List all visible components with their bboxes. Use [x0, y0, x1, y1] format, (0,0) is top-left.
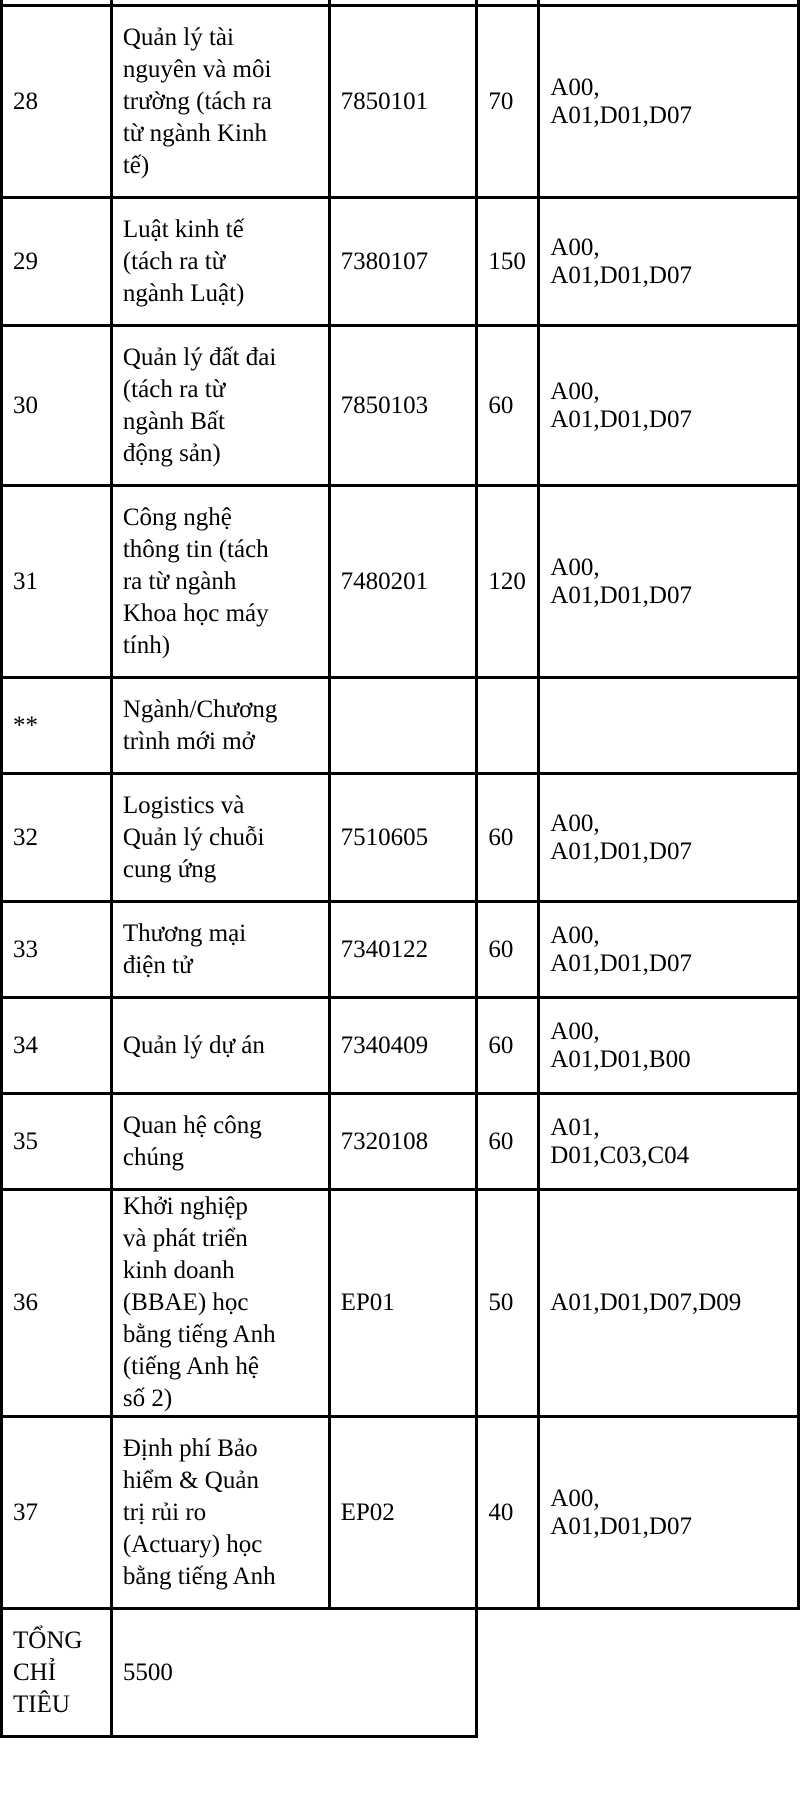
program-code-cell [329, 1094, 477, 1190]
row-number-text: 29 [13, 247, 38, 275]
table-row [2, 1417, 799, 1609]
subject-combination-text: A00, A01,D01,B00 [550, 1017, 691, 1073]
quota-text: 70 [488, 87, 514, 115]
quota-cell [477, 998, 539, 1094]
program-name-cell [111, 486, 329, 678]
subject-combination-text: A00, A01,D01,D07 [550, 921, 692, 977]
total-row [2, 1609, 799, 1737]
row-number-text: 32 [13, 823, 38, 851]
row-number-cell [2, 6, 112, 198]
program-name-text: Ngành/Chương trình mới mở [122, 695, 278, 755]
program-name-text: Khởi nghiệp và phát triển kinh doanh (BBAE) học bằng tiếng Anh (tiếng Anh hệ số 2) [122, 1193, 276, 1412]
row-number-text: ** [13, 711, 38, 739]
program-name-cell [111, 902, 329, 998]
row-number-text: 33 [13, 935, 38, 963]
subject-combination-cell [539, 198, 799, 326]
quota-text: 60 [488, 1031, 514, 1059]
subject-combination-text: A00, A01,D01,D07 [550, 377, 692, 433]
program-code-cell [329, 198, 477, 326]
row-number-text: 35 [13, 1127, 38, 1155]
program-name-cell [111, 678, 329, 774]
total-label-cell [2, 1609, 112, 1737]
program-code-text: 7320108 [340, 1127, 429, 1155]
program-code-cell [329, 486, 477, 678]
row-number-text: 30 [13, 391, 38, 419]
program-name-cell [111, 6, 329, 198]
program-name-cell [111, 1094, 329, 1190]
program-code-cell [329, 1417, 477, 1609]
program-name-text: Logistics và Quản lý chuỗi cung ứng [122, 791, 265, 883]
program-code-text: 7380107 [340, 247, 429, 275]
quota-text: 40 [488, 1498, 514, 1526]
quota-text: 120 [488, 567, 526, 595]
program-code-text: 7850101 [340, 87, 429, 115]
program-code-text: 7480201 [340, 567, 429, 595]
quota-cell [477, 902, 539, 998]
row-number-cell [2, 326, 112, 486]
program-code-cell [329, 998, 477, 1094]
total-label: TỔNG CHỈ TIÊU [13, 1626, 83, 1718]
quota-cell [477, 486, 539, 678]
program-name-cell [111, 326, 329, 486]
row-number-cell [2, 486, 112, 678]
quota-text: 60 [488, 935, 514, 963]
program-code-text: 7510605 [340, 823, 429, 851]
quota-text: 60 [488, 1127, 514, 1155]
program-code-text: 7850103 [340, 391, 429, 419]
subject-combination-text: A01,D01,D07,D09 [550, 1289, 742, 1316]
subject-combination-text: A00, A01,D01,D07 [550, 809, 692, 865]
table-row [2, 198, 799, 326]
total-value-cell [111, 1609, 476, 1737]
program-name-text: Luật kinh tế (tách ra từ ngành Luật) [122, 215, 245, 307]
row-number-cell [2, 902, 112, 998]
subject-combination-cell [539, 486, 799, 678]
subject-combination-text: A00, A01,D01,D07 [550, 1484, 692, 1540]
program-name-cell [111, 774, 329, 902]
quota-text: 50 [488, 1289, 514, 1316]
quota-cell [477, 326, 539, 486]
program-code-cell [329, 678, 477, 774]
program-name-text: Quan hệ công chúng [122, 1111, 262, 1171]
table-row [2, 326, 799, 486]
program-name-text: Thương mại điện tử [122, 919, 247, 979]
program-code-cell [329, 326, 477, 486]
row-number-cell [2, 1094, 112, 1190]
subject-combination-cell [539, 326, 799, 486]
program-code-cell [329, 774, 477, 902]
program-code-cell [329, 902, 477, 998]
row-number-cell [2, 1417, 112, 1609]
program-name-text: Quản lý đất đai (tách ra từ ngành Bất động sản) [122, 343, 277, 467]
row-number-text: 34 [13, 1031, 38, 1059]
row-number-cell [2, 1190, 112, 1417]
subject-combination-text: A00, A01,D01,D07 [550, 233, 692, 289]
row-number-cell [2, 678, 112, 774]
table-row [2, 486, 799, 678]
quota-text: 60 [488, 823, 514, 851]
row-number-text: 37 [13, 1498, 38, 1526]
program-name-text: Quản lý dự án [122, 1031, 265, 1059]
subject-combination-cell [539, 1417, 799, 1609]
row-number-cell [2, 998, 112, 1094]
row-number-text: 28 [13, 87, 38, 115]
quota-cell [477, 678, 539, 774]
quota-cell [477, 6, 539, 198]
program-code-cell [329, 1190, 477, 1417]
quota-cell [477, 1190, 539, 1417]
program-code-text: 7340409 [340, 1031, 429, 1059]
subject-combination-cell [539, 1094, 799, 1190]
subject-combination-cell [539, 998, 799, 1094]
table-row [2, 6, 799, 198]
total-empty-cell [477, 1609, 799, 1737]
table-row [2, 1094, 799, 1190]
program-name-cell [111, 198, 329, 326]
table-row [2, 998, 799, 1094]
quota-cell [477, 198, 539, 326]
program-code-text: 7340122 [340, 935, 429, 963]
program-name-text: Công nghệ thông tin (tách ra từ ngành Khoa học máy tính) [122, 503, 269, 659]
program-code-cell [329, 6, 477, 198]
row-number-text: 36 [13, 1289, 38, 1316]
row-number-cell [2, 774, 112, 902]
quota-cell [477, 1417, 539, 1609]
table-body [2, 0, 799, 1737]
program-name-cell [111, 998, 329, 1094]
subject-combination-cell [539, 678, 799, 774]
quota-cell [477, 1094, 539, 1190]
table-row [2, 1190, 799, 1417]
table-row [2, 902, 799, 998]
subject-combination-cell [539, 902, 799, 998]
table-row [2, 678, 799, 774]
table-row [2, 774, 799, 902]
quota-cell [477, 774, 539, 902]
subject-combination-text: A00, A01,D01,D07 [550, 73, 692, 129]
program-code-text: EP02 [340, 1498, 395, 1526]
program-name-cell [111, 1417, 329, 1609]
row-number-cell [2, 198, 112, 326]
subject-combination-text: A00, A01,D01,D07 [550, 553, 692, 609]
program-name-text: Định phí Bảo hiểm & Quản trị rủi ro (Actuary) học bằng tiếng Anh [122, 1434, 276, 1590]
subject-combination-cell [539, 774, 799, 902]
subject-combination-text: A01, D01,C03,C04 [550, 1113, 690, 1169]
subject-combination-cell [539, 1190, 799, 1417]
program-name-cell [111, 1190, 329, 1417]
quota-text: 150 [488, 247, 526, 275]
row-number-text: 31 [13, 567, 38, 595]
program-name-text: Quản lý tài nguyên và môi trường (tách ra từ ngành Kinh tế) [122, 23, 272, 179]
quota-text: 60 [488, 391, 514, 419]
total-value: 5500 [122, 1658, 173, 1686]
subject-combination-cell [539, 6, 799, 198]
program-code-text: EP01 [340, 1289, 395, 1316]
